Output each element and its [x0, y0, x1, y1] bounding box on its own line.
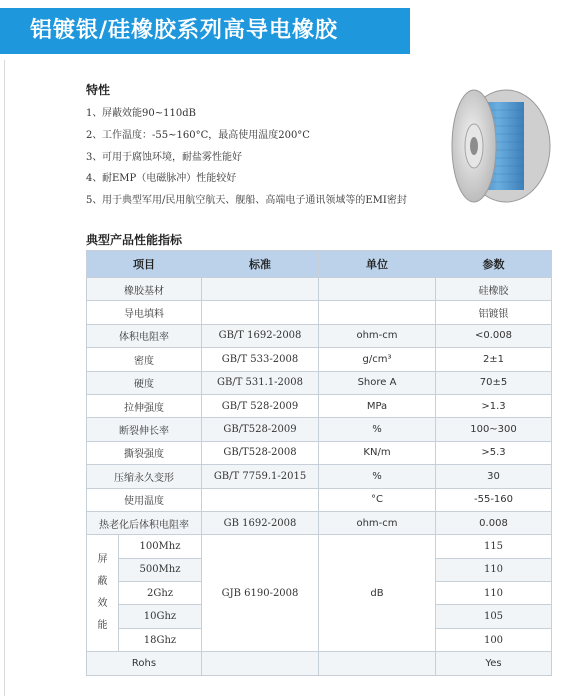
table-heading: 典型产品性能指标 [86, 233, 183, 247]
column-header: 标准 [202, 251, 319, 278]
value-cell: >5.3 [436, 441, 552, 464]
standard-cell [202, 278, 319, 301]
value-cell: 100 [436, 628, 552, 651]
features-list [86, 103, 407, 212]
table-row [87, 535, 552, 558]
value-cell: 2±1 [436, 348, 552, 371]
feature-item: 2、工作温度：-55~160°C，最高使用温度200°C [86, 129, 310, 141]
table-row [87, 511, 552, 534]
performance-table [86, 250, 552, 676]
standard-cell: GB/T528-2008 [202, 441, 319, 464]
unit-cell [319, 301, 436, 324]
features-heading: 特性 [86, 83, 111, 97]
table-row [87, 441, 552, 464]
value-cell: 100~300 [436, 418, 552, 441]
value-cell: -55-160 [436, 488, 552, 511]
item-cell: 热老化后体积电阻率 [87, 511, 202, 534]
cable-spool-image [448, 80, 554, 212]
value-cell: 铝镀银 [436, 301, 552, 324]
value-cell: 0.008 [436, 511, 552, 534]
unit-cell: KN/m [319, 441, 436, 464]
item-cell: 断裂伸长率 [87, 418, 202, 441]
feature-item: 1、屏蔽效能90~110dB [86, 108, 196, 119]
unit-cell: ohm-cm [319, 324, 436, 347]
unit-cell: MPa [319, 394, 436, 417]
table-row [87, 465, 552, 488]
feature-item: 3、可用于腐蚀环境，耐盐雾性能好 [86, 151, 242, 163]
table-row [87, 301, 552, 324]
table-header-row [87, 251, 552, 278]
shielding-label-cell: 屏 蔽 效 能 [87, 535, 119, 652]
column-header: 单位 [319, 251, 436, 278]
frequency-cell: 2Ghz [119, 582, 202, 605]
item-cell: 体积电阻率 [87, 324, 202, 347]
left-divider [4, 60, 5, 696]
value-cell: 硅橡胶 [436, 278, 552, 301]
standard-cell: GB/T 533-2008 [202, 348, 319, 371]
item-cell: 撕裂强度 [87, 441, 202, 464]
table-row [87, 371, 552, 394]
shielding-standard-cell: GJB 6190-2008 [202, 535, 319, 652]
table-row [87, 394, 552, 417]
standard-cell [202, 652, 319, 675]
item-cell: 橡胶基材 [87, 278, 202, 301]
item-cell: 压缩永久变形 [87, 465, 202, 488]
value-cell: 30 [436, 465, 552, 488]
unit-cell: Shore A [319, 371, 436, 394]
column-header: 参数 [436, 251, 552, 278]
unit-cell [319, 652, 436, 675]
value-cell: >1.3 [436, 394, 552, 417]
feature-item: 4、耐EMP（电磁脉冲）性能较好 [86, 173, 237, 185]
value-cell: 110 [436, 582, 552, 605]
unit-cell: % [319, 465, 436, 488]
unit-cell [319, 278, 436, 301]
item-cell: 导电填料 [87, 301, 202, 324]
shielding-unit-cell: dB [319, 535, 436, 652]
value-cell: 70±5 [436, 371, 552, 394]
table-row [87, 652, 552, 675]
frequency-cell: 100Mhz [119, 535, 202, 558]
value-cell: <0.008 [436, 324, 552, 347]
item-cell: 硬度 [87, 371, 202, 394]
frequency-cell: 500Mhz [119, 558, 202, 581]
standard-cell: GB/T528-2009 [202, 418, 319, 441]
item-cell: 拉伸强度 [87, 394, 202, 417]
frequency-cell: 18Ghz [119, 628, 202, 651]
value-cell: 105 [436, 605, 552, 628]
table-row [87, 278, 552, 301]
standard-cell: GB/T 531.1-2008 [202, 371, 319, 394]
banner-title: 铝镀银/硅橡胶系列高导电橡胶 [30, 18, 339, 43]
value-cell: Yes [436, 652, 552, 675]
standard-cell [202, 301, 319, 324]
unit-cell: % [319, 418, 436, 441]
unit-cell: g/cm³ [319, 348, 436, 371]
standard-cell: GB 1692-2008 [202, 511, 319, 534]
table-row [87, 348, 552, 371]
standard-cell: GB/T 7759.1-2015 [202, 465, 319, 488]
standard-cell: GB/T 1692-2008 [202, 324, 319, 347]
item-cell: 密度 [87, 348, 202, 371]
title-banner [0, 8, 410, 54]
item-cell: Rohs [87, 652, 202, 675]
standard-cell: GB/T 528-2009 [202, 394, 319, 417]
value-cell: 110 [436, 558, 552, 581]
feature-item: 5、用于典型军用/民用航空航天、舰船、高端电子通讯领域等的EMI密封 [86, 195, 407, 207]
column-header: 项目 [87, 251, 202, 278]
unit-cell: °C [319, 488, 436, 511]
frequency-cell: 10Ghz [119, 605, 202, 628]
table-row [87, 324, 552, 347]
table-row [87, 418, 552, 441]
standard-cell [202, 488, 319, 511]
unit-cell: ohm-cm [319, 511, 436, 534]
table-row [87, 488, 552, 511]
value-cell: 115 [436, 535, 552, 558]
item-cell: 使用温度 [87, 488, 202, 511]
